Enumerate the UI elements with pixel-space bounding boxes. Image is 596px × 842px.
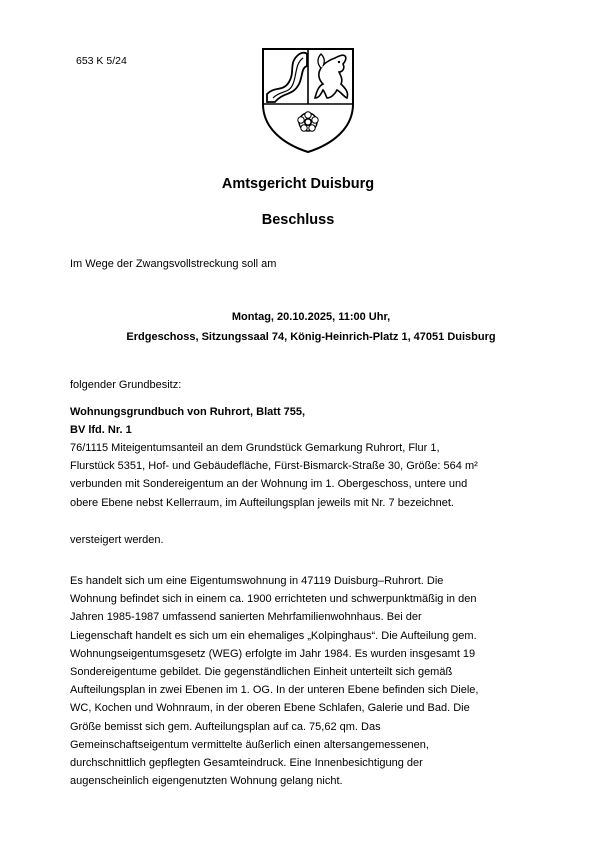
description-line: augenscheinlich eigengenutzten Wohnung gelang nicht.	[70, 775, 343, 788]
nrw-coat-of-arms-icon	[259, 46, 357, 154]
description-line: Größe bemisst sich gem. Aufteilungsplan auf ca. 75,62 qm. Das	[70, 720, 381, 733]
property-description-line: Flurstück 5351, Hof- und Gebäudefläche, Fürst-Bismarck-Straße 30, Größe: 564 m²	[70, 460, 478, 473]
case-number: 653 K 5/24	[76, 55, 127, 67]
description-line: Sondereigentume gebildet. Die gegenständlichen Einheit unterteilt sich gemäß	[70, 666, 453, 679]
bv-number: BV lfd. Nr. 1	[70, 424, 132, 436]
object-description	[70, 572, 530, 790]
description-line: Wohnungseigentumsgesetz (WEG) erfolgte im Jahr 1984. Es wurden insgesamt 19	[70, 647, 476, 660]
document-title: Beschluss	[261, 212, 335, 228]
description-line: Es handelt sich um eine Eigentumswohnung in 47119 Duisburg–Ruhrort. Die	[70, 575, 444, 587]
description-line: Liegenschaft handelt es sich um ein ehemaliges „Kolpinghaus“. Die Aufteilung gem.	[70, 629, 477, 642]
auction-location: Erdgeschoss, Sitzungssaal 74, König-Heinrich-Platz 1, 47051 Duisburg	[126, 331, 496, 343]
property-description	[70, 439, 530, 512]
auction-date: Montag, 20.10.2025, 11:00 Uhr,	[231, 311, 391, 323]
description-line: durchschnittlich gepflegten Gesamteindruck. Eine Innenbesichtigung der	[70, 757, 423, 770]
intro-text: Im Wege der Zwangsvollstreckung soll am	[70, 258, 277, 270]
description-line: Jahren 1985-1987 umfassend sanierten Mehrfamilienwohnhaus. Bei der	[70, 611, 422, 624]
auction-phrase: versteigert werden.	[70, 534, 164, 546]
description-line: WC, Kochen und Wohnraum, in der oberen Ebene Schlafen, Galerie und Bad. Die	[70, 702, 470, 715]
property-description-line: obere Ebene nebst Kellerraum, im Aufteilungsplan jeweils mit Nr. 7 bezeichnet.	[70, 496, 454, 509]
land-register: Wohnungsgrundbuch von Ruhrort, Blatt 755,	[70, 406, 306, 418]
description-line: Wohnung befindet sich in einem ca. 1900 errichteten und schwerpunktmäßig in den	[70, 593, 477, 606]
property-intro: folgender Grundbesitz:	[70, 379, 182, 391]
court-name: Amtsgericht Duisburg	[221, 176, 375, 192]
description-line: Aufteilungsplan in zwei Ebenen im 1. OG. In der unteren Ebene befinden sich Diele,	[70, 684, 479, 697]
description-line: Gemeinschaftseigentum vermittelte äußerlich einen altersangemessenen,	[70, 738, 429, 751]
property-description-line: 76/1115 Miteigentumsanteil an dem Grundstück Gemarkung Ruhrort, Flur 1,	[70, 442, 440, 454]
property-description-line: verbunden mit Sondereigentum an der Wohnung im 1. Obergeschoss, untere und	[70, 478, 468, 491]
